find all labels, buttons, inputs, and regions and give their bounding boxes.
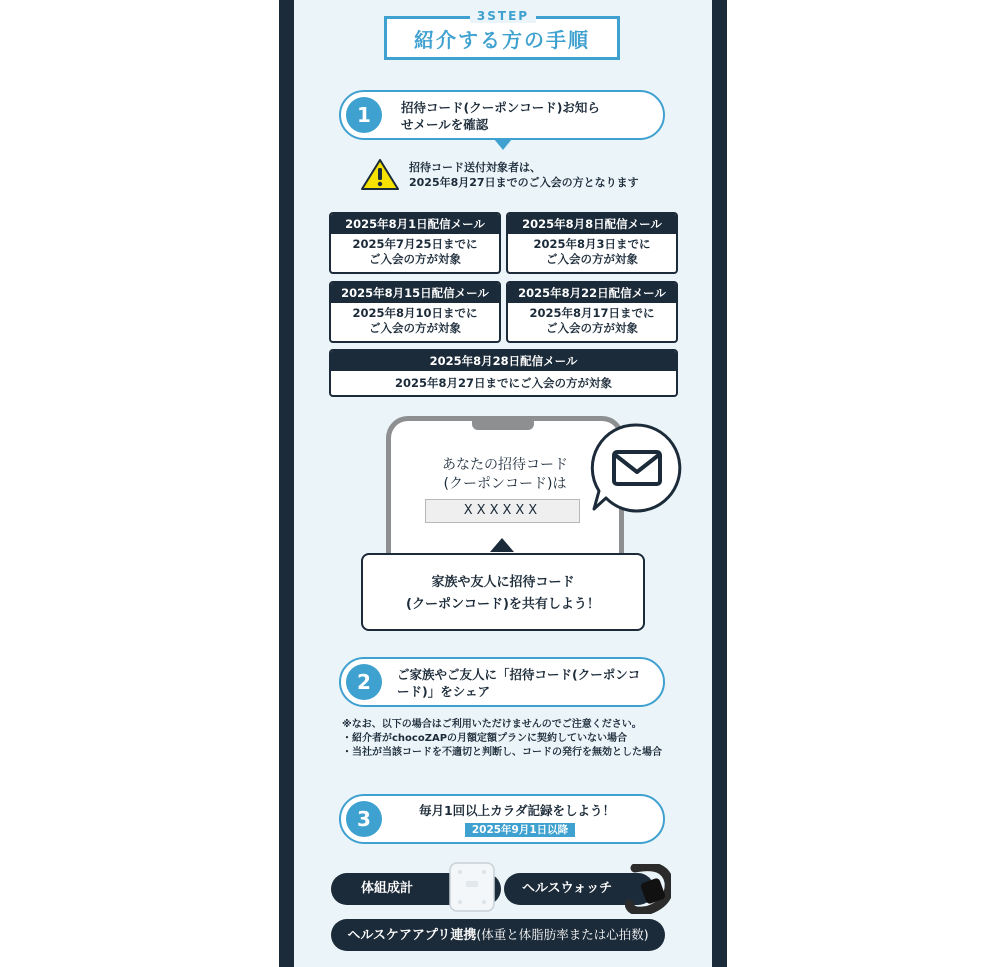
step-2-pill	[339, 657, 665, 707]
mail-schedule-date: 2025年8月8日配信メール	[508, 214, 676, 234]
step-count-label: 3STEP	[470, 9, 536, 23]
mail-schedule-date: 2025年8月28日配信メール	[331, 351, 676, 371]
mail-schedule-target	[331, 303, 499, 336]
mail-schedule-box	[329, 281, 501, 343]
mail-target-line-1: 2025年8月3日までに	[533, 237, 651, 251]
step-3-text: 毎月1回以上カラダ記録をしよう！	[418, 803, 616, 818]
mail-target-line-2: ご入会の方が対象	[546, 252, 638, 266]
invite-code-label-line-2: (クーポンコード)は	[443, 476, 567, 492]
mail-icon	[590, 421, 684, 515]
share-pointer	[490, 538, 514, 552]
warning-line-2: 2025年8月27日までのご入会の方となります	[409, 176, 639, 189]
mail-schedule-target	[331, 234, 499, 267]
mail-schedule-target	[508, 303, 676, 336]
share-line-1: 家族や友人に招待コード	[431, 575, 575, 590]
warning-line-1: 招待コード送付対象者は、	[409, 161, 541, 174]
step-1-number: 1	[346, 97, 382, 133]
notice-line: ・当社が当該コードを不適切と判断し、コードの発行を無効とした場合	[342, 747, 662, 758]
notice-line: ※なお、以下の場合はご利用いただけませんのでご注意ください。	[342, 719, 642, 730]
step-3-date-badge: 2025年9月1日以降	[465, 823, 575, 837]
page-title: 紹介する方の手順	[384, 16, 620, 60]
mail-target-line-2: ご入会の方が対象	[369, 321, 461, 335]
warning-text	[409, 160, 639, 190]
mail-schedule-date: 2025年8月15日配信メール	[331, 283, 499, 303]
mail-schedule-box	[506, 281, 678, 343]
mail-target-line-1: 2025年7月25日までに	[352, 237, 478, 251]
step-1-pill	[339, 90, 665, 140]
step-1-pointer	[494, 139, 512, 150]
right-border	[712, 0, 727, 967]
step-2-text: ご家族やご友人に「招待コード(クーポンコード)」をシェア	[397, 667, 641, 699]
notice-text	[342, 718, 662, 760]
mail-schedule-box	[329, 349, 678, 397]
left-border	[279, 0, 294, 967]
mail-schedule-box	[329, 212, 501, 274]
mail-target-line-1: 2025年8月27日までにご入会の方が対象	[394, 376, 612, 390]
step-2-number: 2	[346, 664, 382, 700]
invite-code-label	[400, 456, 610, 494]
notice-line: ・紹介者がchocoZAPの月額定額プランに契約していない場合	[342, 733, 628, 744]
scale-label: 体組成計	[361, 881, 414, 896]
share-callout	[361, 553, 645, 631]
mail-target-line-1: 2025年8月17日までに	[529, 306, 655, 320]
watch-icon	[625, 864, 671, 914]
mail-target-line-2: ご入会の方が対象	[546, 321, 638, 335]
mail-schedule-date: 2025年8月1日配信メール	[331, 214, 499, 234]
mail-schedule-box	[506, 212, 678, 274]
mail-schedule-target	[331, 371, 676, 391]
step-3-number: 3	[346, 801, 382, 837]
invite-code-label-line-1: あなたの招待コード	[442, 457, 568, 473]
mail-schedule-date: 2025年8月22日配信メール	[508, 283, 676, 303]
phone-notch	[472, 416, 534, 430]
healthcare-app-button[interactable]	[331, 919, 665, 951]
warning-icon	[361, 158, 399, 190]
step-1-text: 招待コード(クーポンコード)お知らせメールを確認	[401, 100, 600, 132]
invite-code-field: XXXXXX	[425, 499, 580, 523]
app-label-note: (体重と体脂肪率または心拍数)	[476, 927, 649, 942]
scale-icon	[448, 861, 496, 913]
app-label: ヘルスケアアプリ連携	[347, 928, 477, 943]
mail-target-line-1: 2025年8月10日までに	[352, 306, 478, 320]
watch-label: ヘルスウォッチ	[522, 881, 613, 896]
mail-schedule-target	[508, 234, 676, 267]
mail-target-line-2: ご入会の方が対象	[369, 252, 461, 266]
share-line-2: (クーポンコード)を共有しよう！	[406, 597, 600, 612]
